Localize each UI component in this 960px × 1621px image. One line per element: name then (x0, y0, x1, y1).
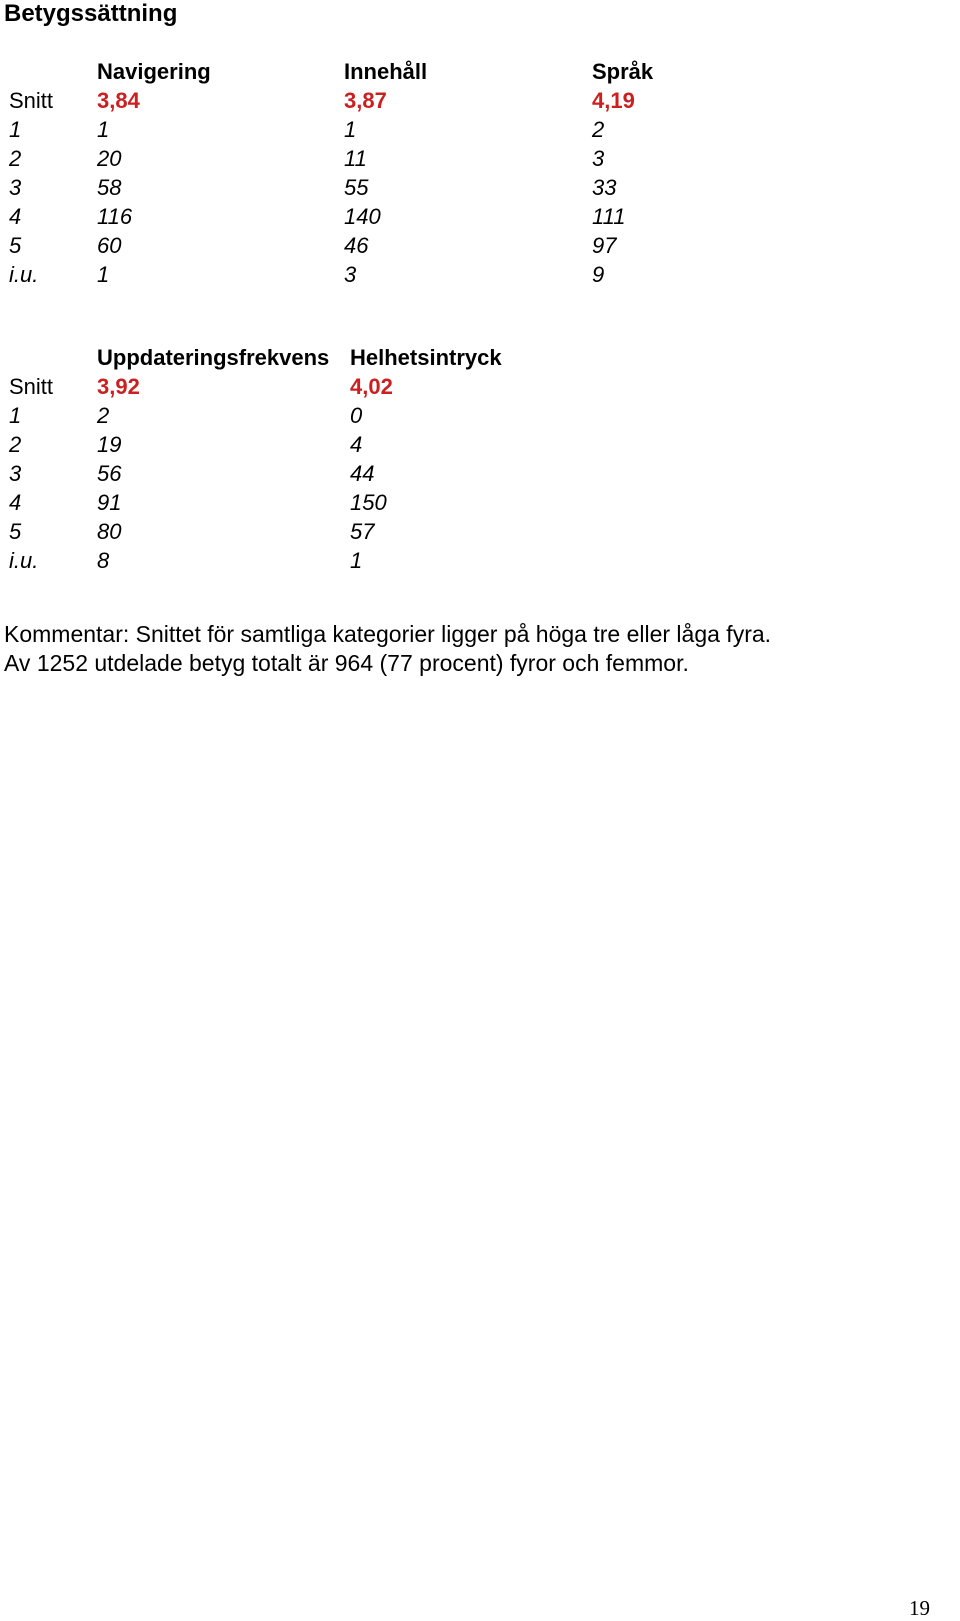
comment-line-1: Kommentar: Snittet för samtliga kategorier ligger på höga tre eller låga fyra. (4, 621, 772, 647)
average-value: 3,92 (97, 374, 140, 399)
average-value: 3,84 (97, 88, 140, 113)
comment-block (4, 620, 771, 678)
grade-label: 2 (9, 432, 22, 457)
column-header: Uppdateringsfrekvens (97, 345, 330, 370)
count-value: 58 (97, 175, 122, 200)
grade-label: i.u. (9, 262, 39, 287)
count-value: 2 (97, 403, 110, 428)
count-value: 150 (350, 490, 387, 515)
column-header: Innehåll (344, 59, 428, 84)
count-value: 20 (97, 146, 122, 171)
count-value: 9 (592, 262, 605, 287)
count-value: 2 (592, 117, 605, 142)
count-value: 11 (344, 146, 367, 171)
grade-label: 5 (9, 519, 22, 544)
grade-label: 2 (9, 146, 22, 171)
count-value: 44 (350, 461, 375, 486)
count-value: 140 (344, 204, 381, 229)
grade-label: i.u. (9, 548, 39, 573)
grade-label: 4 (9, 204, 22, 229)
average-label: Snitt (9, 88, 54, 113)
count-value: 55 (344, 175, 369, 200)
average-value: 4,19 (592, 88, 635, 113)
count-value: 1 (350, 548, 363, 573)
column-header: Helhetsintryck (350, 345, 502, 370)
grade-label: 3 (9, 461, 22, 486)
count-value: 57 (350, 519, 375, 544)
count-value: 19 (97, 432, 122, 457)
count-value: 1 (97, 262, 110, 287)
page-number: 19 (909, 1596, 930, 1620)
count-value: 4 (350, 432, 363, 457)
count-value: 80 (97, 519, 122, 544)
count-value: 3 (592, 146, 605, 171)
page-heading: Betygssättning (4, 0, 178, 27)
average-value: 3,87 (344, 88, 387, 113)
count-value: 60 (97, 233, 122, 258)
grade-label: 1 (9, 403, 22, 428)
grade-label: 5 (9, 233, 22, 258)
grade-label: 4 (9, 490, 22, 515)
count-value: 3 (344, 262, 357, 287)
count-value: 91 (97, 490, 122, 515)
count-value: 33 (592, 175, 617, 200)
count-value: 116 (97, 204, 133, 229)
average-label: Snitt (9, 374, 54, 399)
count-value: 1 (344, 117, 357, 142)
count-value: 46 (344, 233, 369, 258)
comment-line-2: Av 1252 utdelade betyg totalt är 964 (77 procent) fyror och femmor. (4, 650, 689, 676)
count-value: 97 (592, 233, 617, 258)
count-value: 8 (97, 548, 110, 573)
count-value: 111 (592, 204, 626, 229)
column-header: Navigering (97, 59, 211, 84)
count-value: 56 (97, 461, 122, 486)
count-value: 1 (97, 117, 110, 142)
count-value: 0 (350, 403, 363, 428)
average-value: 4,02 (350, 374, 393, 399)
grade-label: 3 (9, 175, 22, 200)
column-header: Språk (592, 59, 654, 84)
grade-label: 1 (9, 117, 22, 142)
